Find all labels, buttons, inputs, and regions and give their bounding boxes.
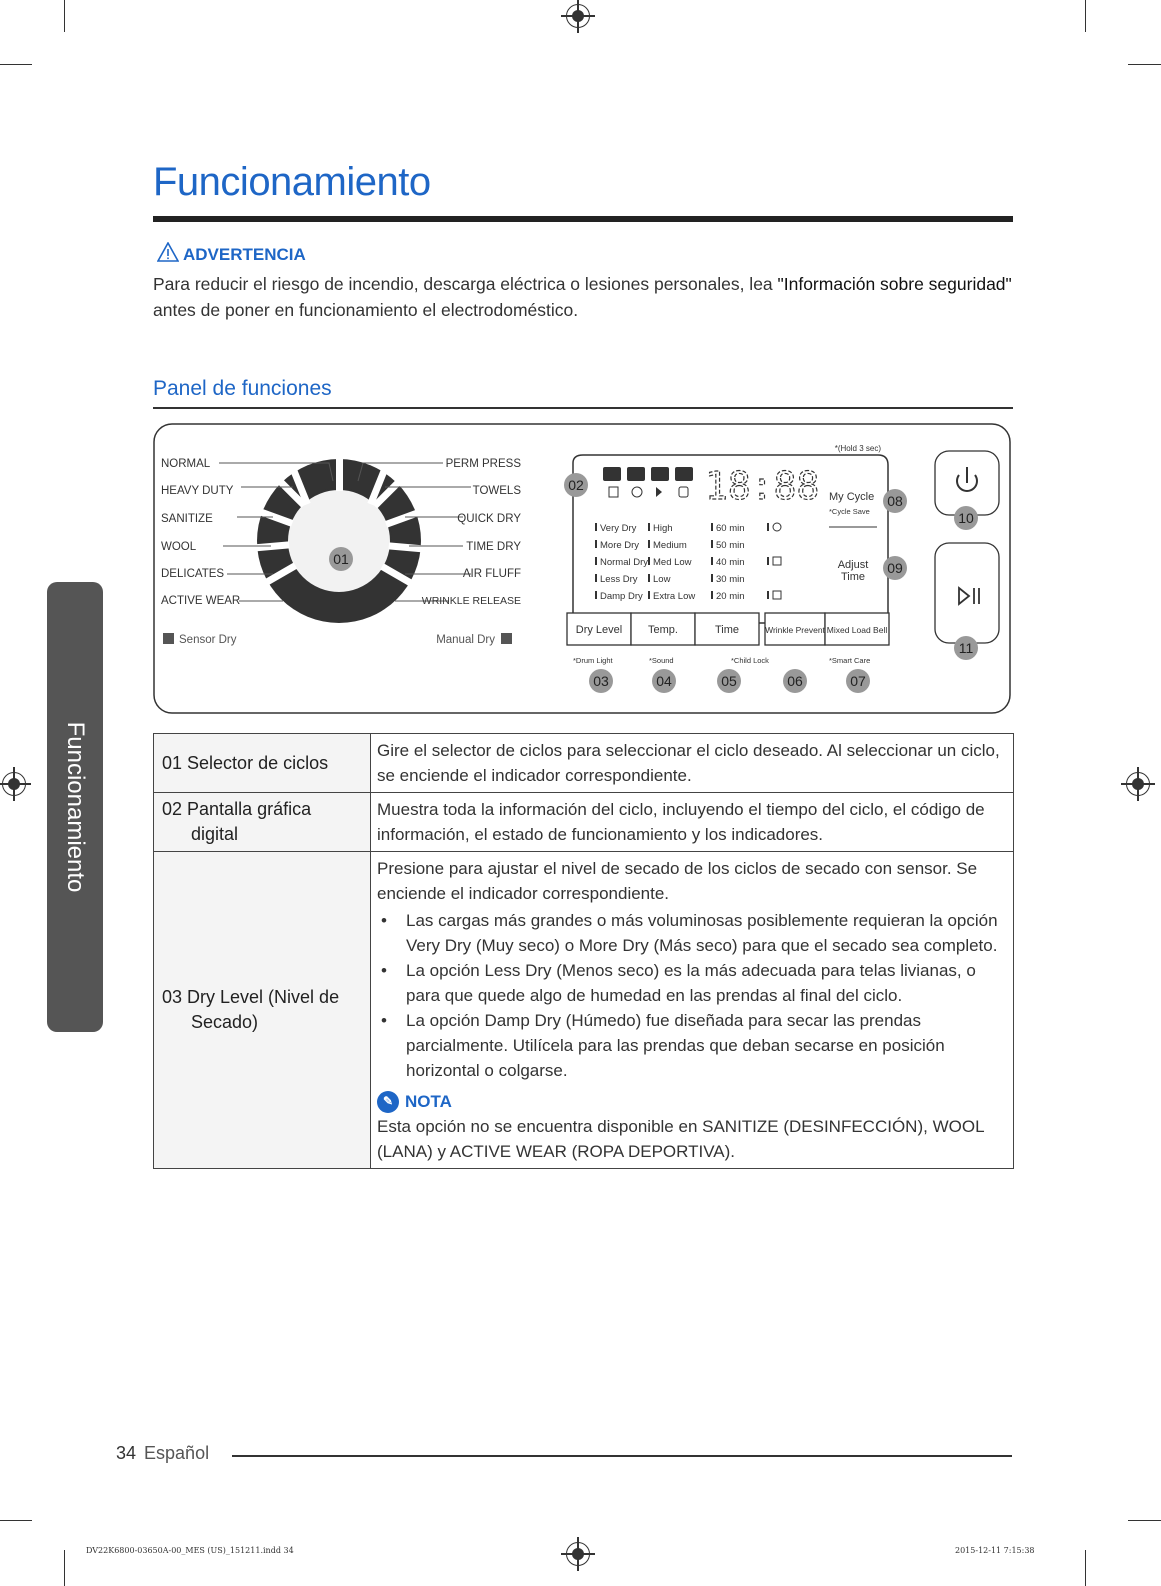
row-key bbox=[154, 793, 371, 852]
warning-text-bold: "Información sobre seguridad" bbox=[777, 274, 1012, 294]
crop-mark bbox=[1128, 64, 1161, 65]
manual-dry-icon bbox=[501, 633, 512, 644]
row-title: Pantalla gráfica bbox=[187, 799, 312, 819]
section-rule bbox=[153, 407, 1013, 409]
hold-note: *(Hold 3 sec) bbox=[834, 444, 881, 453]
callout-03-label: 03 bbox=[593, 673, 609, 689]
start-pause-button[interactable] bbox=[935, 543, 999, 643]
footer-language: Español bbox=[144, 1443, 210, 1463]
wrinkle-prevent-button-label: Wrinkle Prevent bbox=[765, 625, 825, 635]
table-row bbox=[154, 852, 1014, 1169]
time-item: 30 min bbox=[716, 574, 745, 585]
callout-06-label: 06 bbox=[787, 673, 803, 689]
bullet-item: • La opción Less Dry (Menos seco) es la más adecuada para telas livianas, o para que quede algo de humedad en las prendas al final del ciclo. bbox=[377, 958, 1007, 1008]
cycle-label-left: SANITIZE bbox=[161, 513, 213, 525]
child-lock-label: *Child Lock bbox=[731, 656, 769, 665]
cycle-label-right: TOWELS bbox=[472, 485, 521, 497]
cycle-label-left: DELICATES bbox=[161, 568, 225, 580]
description-table bbox=[153, 733, 1014, 1169]
warning-heading bbox=[157, 242, 306, 265]
row-key bbox=[154, 734, 371, 793]
cycle-label-left: WOOL bbox=[161, 541, 197, 553]
side-tab bbox=[47, 582, 103, 1032]
row-number: 01 bbox=[162, 752, 183, 773]
registration-mark bbox=[566, 4, 590, 28]
time-item: 50 min bbox=[716, 540, 745, 551]
sensor-dry-icon bbox=[163, 633, 174, 644]
bullet-item: • Las cargas más grandes o más voluminosas posiblemente requieran la opción Very Dry (Muy seco) o More Dry (Más seco) para que el secado sea completo. bbox=[377, 908, 1007, 958]
row-title: Selector de ciclos bbox=[187, 752, 329, 773]
cycle-save-label: *Cycle Save bbox=[829, 507, 870, 516]
callout-07-label: 07 bbox=[850, 673, 866, 689]
row-description: Muestra toda la información del ciclo, incluyendo el tiempo del ciclo, el código de información, el estado de funcionamiento y los indicadores. bbox=[371, 793, 1014, 852]
callout-04-label: 04 bbox=[656, 673, 672, 689]
registration-mark bbox=[566, 1542, 590, 1566]
control-panel-diagram bbox=[153, 423, 1013, 715]
dry-level-item: Very Dry bbox=[600, 523, 637, 534]
drum-light-label: *Drum Light bbox=[573, 656, 613, 665]
time-item: 40 min bbox=[716, 557, 745, 568]
row-description bbox=[371, 852, 1014, 1169]
note-text: Esta opción no se encuentra disponible en SANITIZE (DESINFECCIÓN), WOOL (LANA) y ACTIVE WEAR (ROPA DEPORTIVA). bbox=[377, 1117, 984, 1161]
cycle-label-right: WRINKLE RELEASE bbox=[421, 595, 521, 607]
bullet-item: • La opción Damp Dry (Húmedo) fue diseñada para secar las prendas parcialmente. Utilícela para las prendas que deban secarse en posición horizontal o colgarse. bbox=[377, 1008, 1007, 1083]
adjust-time-label: Time bbox=[840, 571, 866, 583]
page-number: 34 bbox=[116, 1443, 137, 1463]
crop-mark bbox=[64, 0, 65, 32]
note-label: NOTA bbox=[405, 1092, 452, 1111]
crop-mark bbox=[64, 1550, 65, 1586]
table-row bbox=[154, 793, 1014, 852]
cycle-label-right: TIME DRY bbox=[466, 541, 521, 553]
crop-mark bbox=[1085, 0, 1086, 32]
callout-02-label: 02 bbox=[568, 477, 584, 493]
temp-item: Low bbox=[653, 574, 671, 585]
smart-care-label: *Smart Care bbox=[829, 656, 871, 665]
cycle-label-right: PERM PRESS bbox=[445, 458, 521, 470]
my-cycle-label: My Cycle bbox=[829, 491, 875, 503]
row-title: Dry Level (Nivel de bbox=[187, 987, 340, 1007]
temp-item: Extra Low bbox=[653, 591, 696, 602]
warning-text-after: antes de poner en funcionamiento el electrodoméstico. bbox=[153, 300, 579, 320]
registration-mark bbox=[2, 772, 26, 796]
temp-item: High bbox=[653, 523, 673, 534]
cycle-label-right: QUICK DRY bbox=[457, 513, 521, 525]
warning-text bbox=[153, 271, 1013, 323]
temp-item: Med Low bbox=[653, 557, 692, 568]
warning-heading-label: ADVERTENCIA bbox=[183, 245, 306, 264]
row-description-intro: Presione para ajustar el nivel de secado de los ciclos de secado con sensor. Se enciende el indicador correspondiente. bbox=[377, 859, 978, 903]
dry-level-item: Damp Dry bbox=[600, 591, 643, 602]
row-number: 03 bbox=[162, 987, 183, 1007]
display-digits: 18:88 bbox=[705, 464, 820, 508]
temp-button-label: Temp. bbox=[648, 624, 678, 636]
bullet-list bbox=[377, 908, 1007, 1083]
crop-mark bbox=[0, 1520, 32, 1521]
callout-08-label: 08 bbox=[887, 493, 903, 509]
temp-item: Medium bbox=[653, 540, 687, 551]
dry-level-button-label: Dry Level bbox=[575, 624, 623, 636]
section-heading: Panel de funciones bbox=[153, 377, 332, 400]
dry-level-item: Normal Dry bbox=[600, 557, 649, 568]
registration-mark bbox=[1126, 772, 1150, 796]
time-item: 20 min bbox=[716, 591, 745, 602]
dry-level-item: More Dry bbox=[600, 540, 640, 551]
footer-rule bbox=[232, 1455, 1012, 1457]
page-title: Funcionamiento bbox=[153, 160, 431, 204]
cycle-label-right: AIR FLUFF bbox=[462, 568, 521, 580]
callout-05-label: 05 bbox=[721, 673, 737, 689]
callout-11-label: 11 bbox=[958, 640, 974, 656]
manual-dry-label: Manual Dry bbox=[436, 634, 495, 646]
cycle-label-left: ACTIVE WEAR bbox=[161, 595, 241, 607]
callout-10-label: 10 bbox=[958, 510, 974, 526]
title-rule bbox=[153, 216, 1013, 222]
row-number: 02 bbox=[162, 799, 183, 819]
crop-mark bbox=[1128, 1520, 1161, 1521]
callout-09-label: 09 bbox=[887, 560, 903, 576]
print-timestamp: 2015-12-11 7:15:38 bbox=[955, 1546, 1035, 1555]
cycle-label-left: HEAVY DUTY bbox=[161, 485, 234, 497]
row-description: Gire el selector de ciclos para seleccionar el ciclo deseado. Al seleccionar un ciclo, se enciende el indicador correspondiente. bbox=[371, 734, 1014, 793]
row-key bbox=[154, 852, 371, 1169]
print-slug: DV22K6800-03650A-00_MES (US)_151211.indd 34 bbox=[86, 1546, 294, 1555]
page-footer bbox=[116, 1443, 209, 1464]
crop-mark bbox=[1085, 1550, 1086, 1586]
row-title-cont: digital bbox=[191, 824, 239, 844]
note-icon: ✎ bbox=[377, 1091, 399, 1113]
cycle-label-left: NORMAL bbox=[161, 458, 211, 470]
table-row bbox=[154, 734, 1014, 793]
crop-mark bbox=[0, 64, 32, 65]
time-item: 60 min bbox=[716, 523, 745, 534]
warning-triangle-icon bbox=[157, 242, 179, 262]
time-button-label: Time bbox=[714, 624, 740, 636]
sound-label: *Sound bbox=[649, 656, 674, 665]
mixed-load-bell-button-label: Mixed Load Bell bbox=[826, 625, 888, 635]
adjust-time-label: Adjust bbox=[837, 559, 869, 571]
warning-text-before: Para reducir el riesgo de incendio, descarga eléctrica o lesiones personales, lea bbox=[153, 274, 778, 294]
sensor-dry-label: Sensor Dry bbox=[179, 634, 237, 646]
dry-level-item: Less Dry bbox=[600, 574, 638, 585]
callout-01-label: 01 bbox=[333, 551, 349, 567]
side-tab-label: Funcionamiento bbox=[62, 721, 89, 893]
row-title-cont: Secado) bbox=[191, 1012, 259, 1032]
note-heading bbox=[377, 1089, 1007, 1114]
